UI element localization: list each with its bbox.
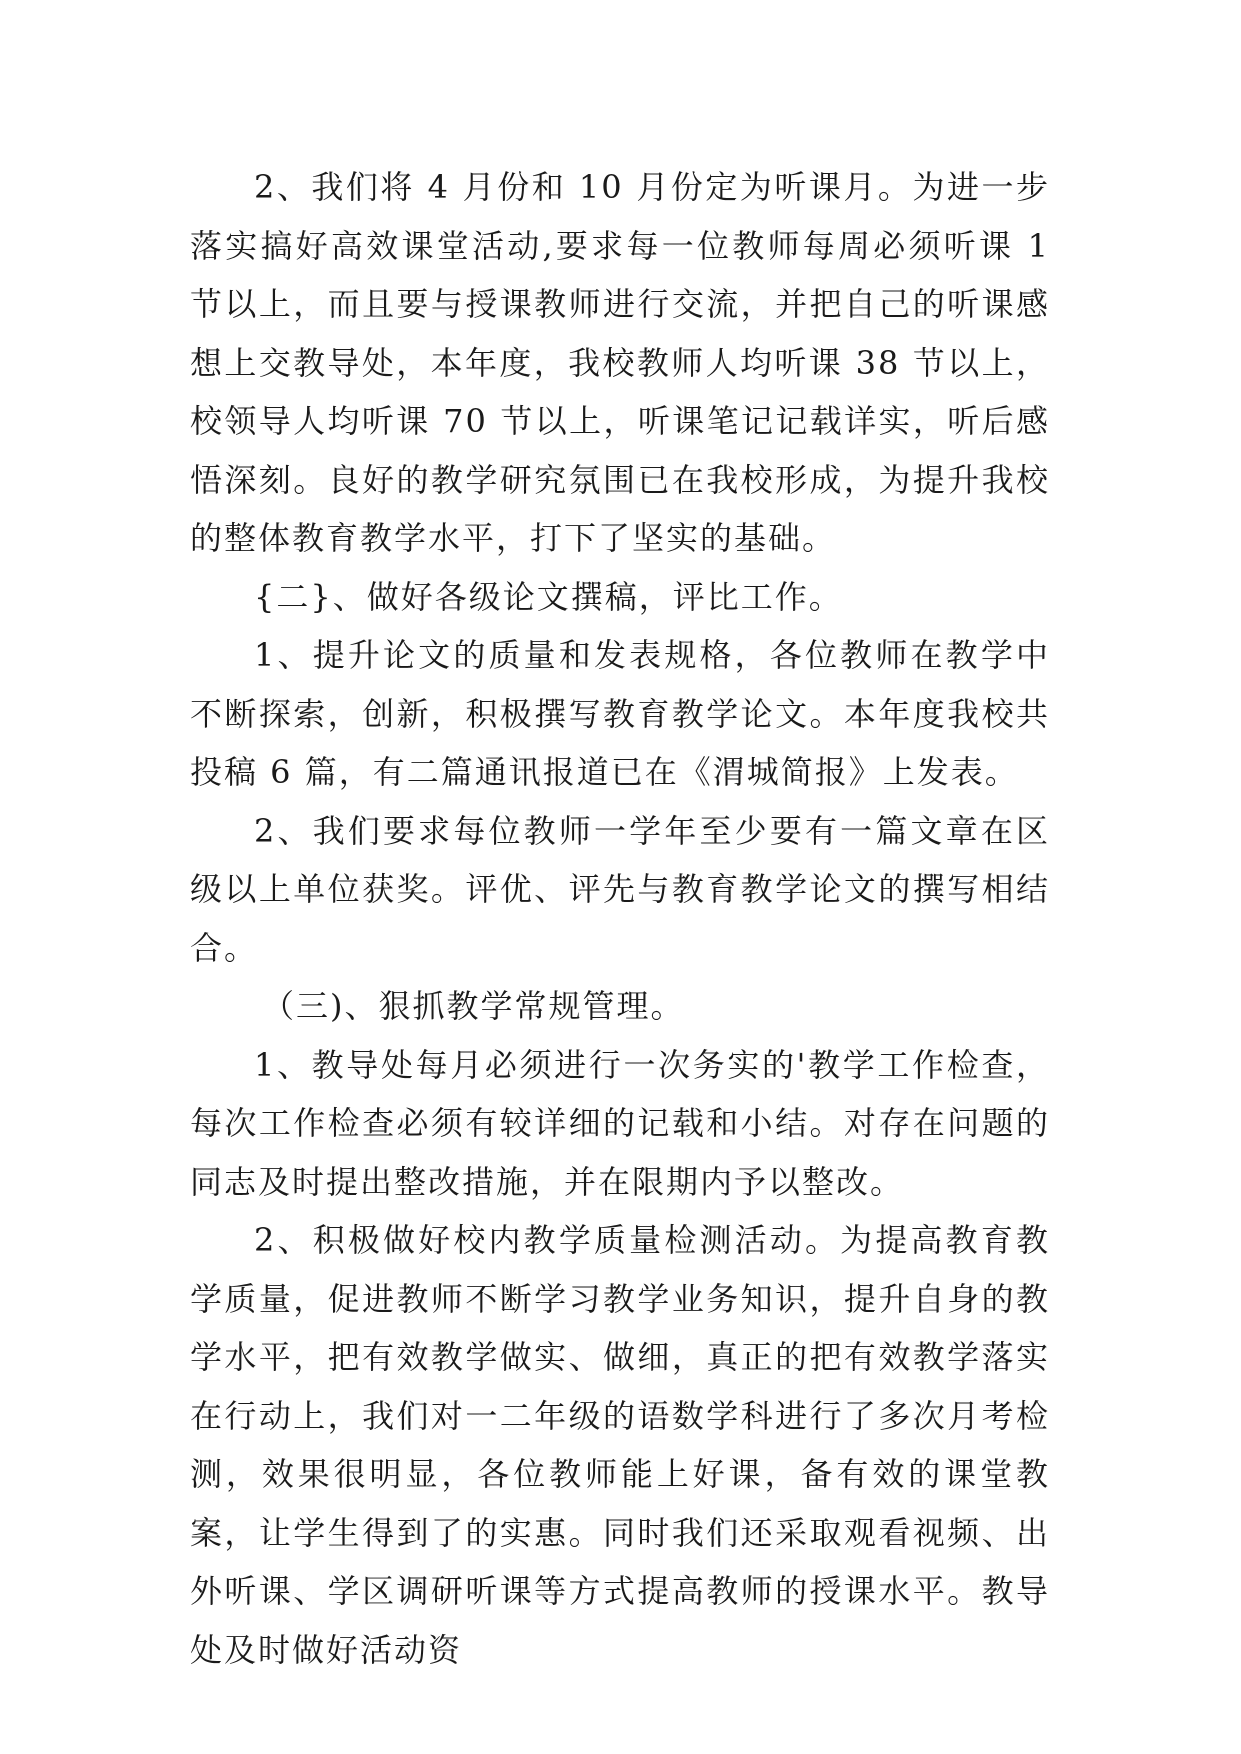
paragraph-monthly-inspection: 1、教导处每月必须进行一次务实的'教学工作检查，每次工作检查必须有较详细的记载和小结。对存在问题的同志及时提出整改措施，并在限期内予以整改。 [190, 1045, 1050, 1201]
section-heading-papers: {二}、做好各级论文撰稿，评比工作。 [254, 577, 843, 616]
paragraph-lesson-observation-month: 2、我们将 4 月份和 10 月份定为听课月。为进一步落实搞好高效课堂活动,要求每一位教师每周必须听课 1 节以上，而且要与授课教师进行交流，并把自己的听课感想上交教导处，本年度，我校教师人均听课 38 节以上，校领导人均听课 70 节以上，听课笔记记载详实，听后感悟深刻。良好的教学研究氛围已在我校形成，为提升我校的整体教育教学水平，打下了坚实的基础。 [190, 168, 1050, 557]
paragraph-paper-award-requirement: 2、我们要求每位教师一学年至少要有一篇文章在区级以上单位获奖。评优、评先与教育教学论文的撰写相结合。 [190, 811, 1050, 967]
paragraph-quality-testing: 2、积极做好校内教学质量检测活动。为提高教育教学质量，促进教师不断学习教学业务知识，提升自身的教学水平，把有效教学做实、做细，真正的把有效教学落实在行动上，我们对一二年级的语数学科进行了多次月考检测，效果很明显，各位教师能上好课，备有效的课堂教案，让学生得到了的实惠。同时我们还采取观看视频、出外听课、学区调研听课等方式提高教师的授课水平。教导处及时做好活动资 [190, 1221, 1050, 1669]
section-heading-routine-management: （三)、狠抓教学常规管理。 [262, 987, 685, 1025]
document-body [190, 158, 1050, 1679]
paragraph-paper-quality: 1、提升论文的质量和发表规格，各位教师在教学中不断探索，创新，积极撰写教育教学论文。本年度我校共投稿 6 篇，有二篇通讯报道已在《渭城简报》上发表。 [190, 636, 1050, 791]
